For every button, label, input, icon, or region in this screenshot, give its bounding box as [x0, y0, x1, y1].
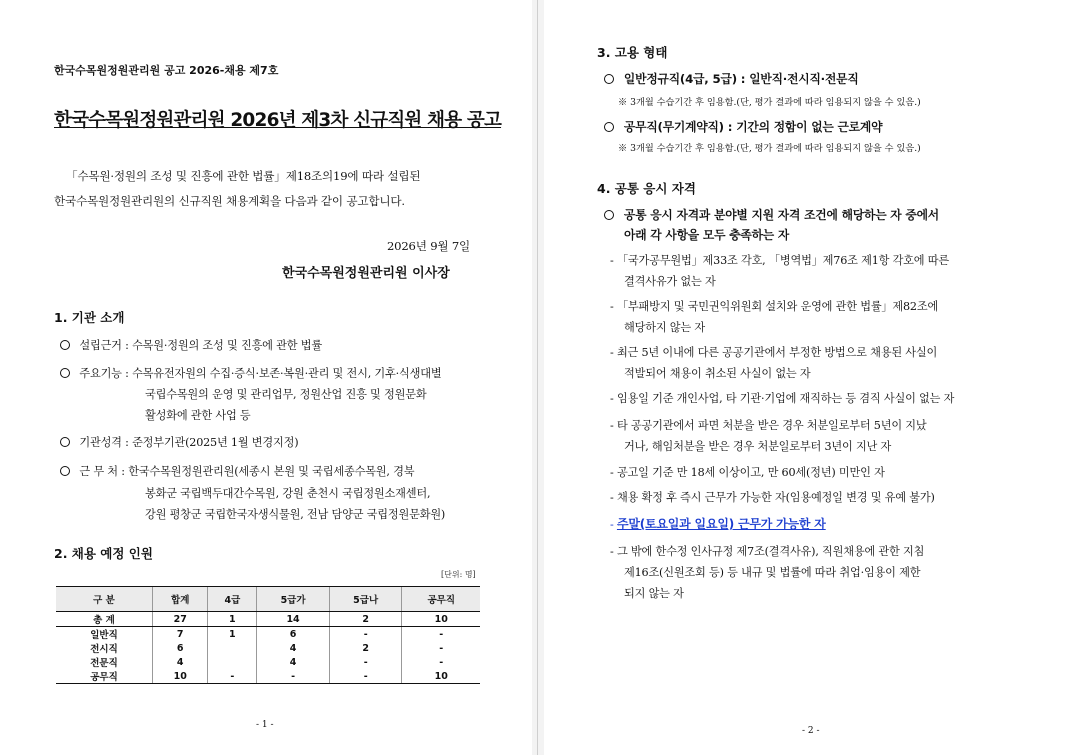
item-label: 설립근거 : [79, 339, 129, 352]
table-row [56, 641, 480, 655]
item-label: 주요기능 : [79, 367, 129, 380]
item-value-continued: 국립수목원의 운영 및 관리업무, 정원산업 진흥 및 정원문화 [145, 388, 427, 401]
table-cell: 6 [257, 627, 330, 642]
item-value-continued: 강원 평창군 국립한국자생식물원, 전남 담양군 국립정원문화원) [145, 508, 446, 521]
employment-type: 공무직(무기계약직) : 기간의 정함이 없는 근로계약 [623, 120, 883, 134]
table-unit: [단위: 명] [441, 570, 476, 579]
item-value-continued: 봉화군 국립백두대간수목원, 강원 춘천시 국립정원소재센터, [145, 487, 431, 500]
circle-bullet-icon [60, 466, 70, 476]
dash-bullet-icon: - [610, 466, 617, 479]
item-value: 수목유전자원의 수집·증식·보존·복원·관리 및 전시, 기후·식생대별 [132, 367, 442, 380]
qualification-item: - 타 공공기관에서 파면 처분을 받은 경우 처분일로부터 5년이 지났 [610, 419, 927, 432]
probation-note: ※ 3개월 수습기간 후 임용함.(단, 평가 결과에 따라 임용되지 않을 수 있음.) [618, 97, 921, 108]
qualification-item: - 그 밖에 한수정 인사규정 제7조(결격사유), 직원채용에 관한 지침 [610, 545, 925, 558]
document-page-2 [544, 0, 1080, 755]
section-2-title: 2. 채용 예정 인원 [54, 546, 153, 561]
table-cell: 2 [329, 612, 402, 627]
table-cell: - [402, 655, 480, 669]
circle-bullet-icon [60, 368, 70, 378]
qualification-item: - 임용일 기준 개인사업, 타 기관·기업에 재직하는 등 겸직 사실이 없는 자 [610, 392, 955, 405]
table-cell: 전문직 [90, 658, 118, 669]
qualification-item: - 공고일 기준 만 18세 이상이고, 만 60세(정년) 미만인 자 [610, 466, 885, 479]
dash-bullet-icon: - [610, 545, 617, 558]
page-number: - 1 - [256, 720, 274, 730]
circle-bullet-icon [604, 74, 614, 84]
list-item [604, 206, 939, 223]
qualification-item: - 「국가공무원법」제33조 각호, 「병역법」제76조 제1항 각호에 따른 [610, 254, 949, 267]
circle-bullet-icon [60, 437, 70, 447]
column-header: 4급 [208, 587, 257, 612]
document-page-1 [0, 0, 532, 755]
item-value-continued: 활성화에 관한 사업 등 [145, 409, 251, 422]
table-cell: 14 [257, 612, 330, 627]
issuer: 한국수목원정원관리원 이사장 [282, 266, 450, 281]
qualification-item: - 「부패방지 및 국민권익위원회 설치와 운영에 관한 법률」제82조에 [610, 300, 939, 313]
probation-note: ※ 3개월 수습기간 후 임용함.(단, 평가 결과에 따라 임용되지 않을 수 있음.) [618, 143, 921, 154]
item-value: 한국수목원정원관리원(세종시 본원 및 국립세종수목원, 경북 [128, 465, 415, 478]
column-header: 공무직 [402, 587, 480, 612]
dash-bullet-icon: - [610, 392, 617, 405]
list-item [60, 365, 441, 381]
section-1-title: 1. 기관 소개 [54, 310, 125, 325]
page-gutter [532, 0, 544, 755]
table-cell: - [402, 627, 480, 642]
table-cell: 10 [402, 612, 480, 627]
table-cell: - [329, 655, 402, 669]
column-header: 5급가 [257, 587, 330, 612]
column-header: 5급나 [329, 587, 402, 612]
table-header-row [56, 587, 480, 612]
table-cell: 7 [153, 627, 208, 642]
item-label: 근 무 처 : [79, 465, 125, 478]
page-number: - 2 - [802, 726, 820, 736]
qualification-item-continued: 적발되어 채용이 취소된 사실이 없는 자 [624, 367, 811, 380]
list-item [60, 463, 414, 479]
table-row [56, 655, 480, 669]
table-cell: 4 [257, 655, 330, 669]
circle-bullet-icon [60, 340, 70, 350]
notice-date: 2026년 9월 7일 [387, 239, 471, 253]
table-cell: 4 [257, 641, 330, 655]
employment-type: 일반정규직(4급, 5급) : 일반직·전시직·전문직 [623, 72, 859, 86]
section-4-title: 4. 공통 응시 자격 [597, 181, 696, 196]
qualification-item-continued: 해당하지 않는 자 [624, 321, 705, 334]
table-cell: 총 계 [56, 612, 153, 627]
intro-line-1: 「수목원·정원의 조성 및 진흥에 관한 법률」제18조의19에 따라 설립된 [66, 169, 421, 183]
table-cell: 일반직 [90, 630, 118, 641]
table-cell: 10 [153, 669, 208, 684]
qualification-lead-continued: 아래 각 사항을 모두 충족하는 자 [624, 228, 790, 242]
item-value: 수목원·정원의 조성 및 진흥에 관한 법률 [132, 339, 322, 352]
circle-bullet-icon [604, 122, 614, 132]
list-item [604, 118, 882, 135]
table-cell: - [402, 641, 480, 655]
document-title: 한국수목원정원관리원 2026년 제3차 신규직원 채용 공고 [54, 110, 502, 131]
table-cell: 2 [329, 641, 402, 655]
table-cell: - [329, 627, 402, 642]
table-cell: 10 [402, 669, 480, 684]
table-cell: 27 [153, 612, 208, 627]
notice-number: 한국수목원정원관리원 공고 2026-채용 제7호 [54, 64, 279, 77]
table-cell: 1 [208, 612, 257, 627]
dash-bullet-icon: - [610, 300, 617, 313]
table-row [56, 627, 480, 642]
table-cell: 1 [208, 627, 257, 642]
dash-bullet-icon: - [610, 518, 617, 531]
qualification-item-continued: 제16조(신원조회 등) 등 내규 및 법률에 따라 취업·임용이 제한 [624, 566, 921, 579]
qualification-item-continued: 되지 않는 자 [624, 587, 684, 600]
dash-bullet-icon: - [610, 254, 617, 267]
column-header: 구 분 [56, 587, 153, 612]
table-row-total [56, 612, 480, 627]
dash-bullet-icon: - [610, 419, 617, 432]
table-row [56, 669, 480, 684]
qualification-item: - 채용 확정 후 즉시 근무가 가능한 자(임용예정일 변경 및 유예 불가) [610, 491, 935, 504]
staffing-table [56, 586, 480, 684]
list-item [60, 337, 322, 353]
item-label: 기관성격 : [79, 436, 129, 449]
dash-bullet-icon: - [610, 346, 617, 359]
section-3-title: 3. 고용 형태 [597, 45, 668, 60]
table-cell: 전시직 [90, 644, 118, 655]
dash-bullet-icon: - [610, 491, 617, 504]
table-cell: 공무직 [56, 669, 153, 684]
qualification-item-continued: 결격사유가 없는 자 [624, 275, 716, 288]
circle-bullet-icon [604, 210, 614, 220]
table-cell [208, 641, 257, 655]
table-cell: 4 [153, 655, 208, 669]
qualification-item-continued: 거나, 해임처분을 받은 경우 처분일로부터 3년이 지난 자 [624, 440, 892, 453]
table-cell [208, 655, 257, 669]
qualification-lead: 공통 응시 자격과 분야별 지원 자격 조건에 해당하는 자 중에서 [623, 208, 939, 222]
qualification-item: - 최근 5년 이내에 다른 공공기관에서 부정한 방법으로 채용된 사실이 [610, 346, 938, 359]
table-cell: - [208, 669, 257, 684]
table-cell: - [329, 669, 402, 684]
table-cell: 6 [153, 641, 208, 655]
qualification-item-highlighted: - 주말(토요일과 일요일) 근무가 가능한 자 [610, 517, 826, 531]
list-item [604, 70, 859, 87]
table-cell: - [257, 669, 330, 684]
item-value: 준정부기관(2025년 1월 변경지정) [132, 436, 299, 449]
column-header: 합계 [153, 587, 208, 612]
list-item [60, 434, 298, 450]
intro-line-2: 한국수목원정원관리원의 신규직원 채용계획을 다음과 같이 공고합니다. [54, 194, 405, 208]
